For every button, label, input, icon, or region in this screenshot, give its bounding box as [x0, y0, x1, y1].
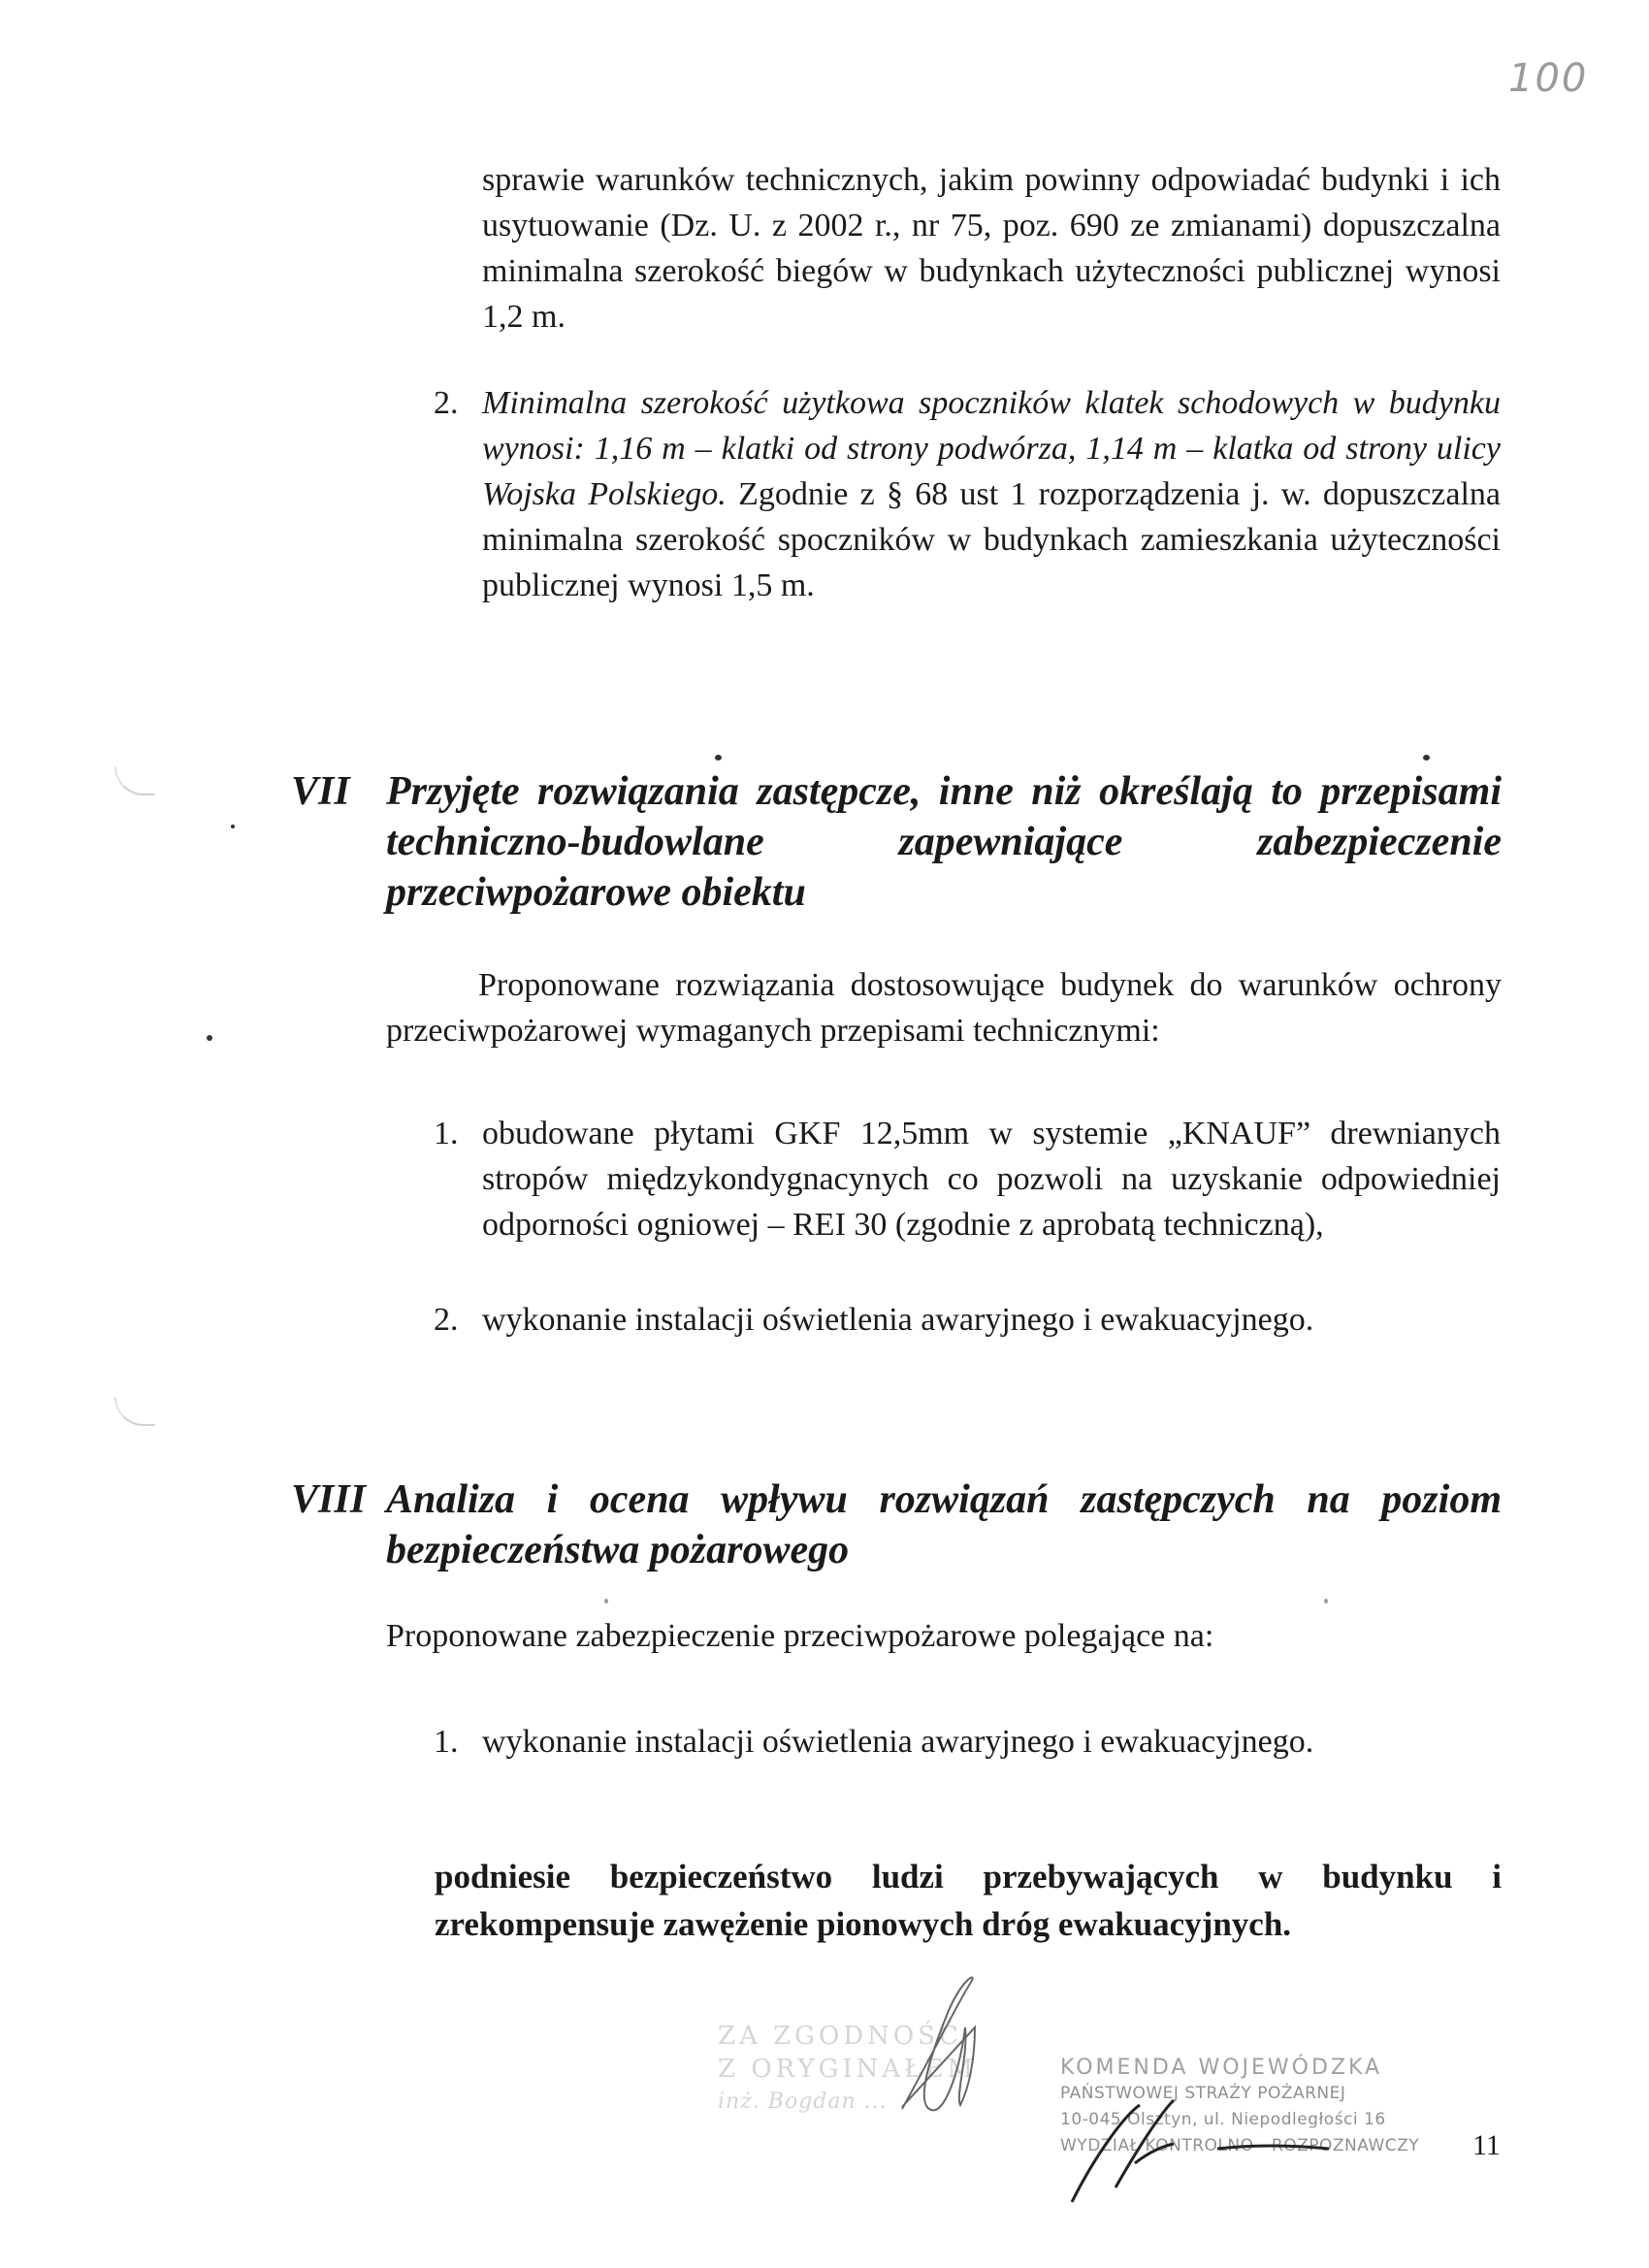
list-number: 1. — [434, 1116, 459, 1151]
paragraph-regulation-continuation: sprawie warunków technicznych, jakim powinny odpowiadać budynki i ich usytuowanie (Dz. U. z 2002 r., nr 75, poz. 690 ze zmianami) dopuszczalna minimalna szerokość biegów w budynkach użyteczności publicznej wynosi 1,2 m. — [482, 162, 1501, 335]
conclusion-text: podniesie bezpieczeństwo ludzi przebywających w budynku i zrekompensuje zawężenie pionowych dróg ewakuacyjnych. — [435, 1858, 1502, 1943]
list-number: 2. — [434, 1302, 459, 1338]
copy-certification-stamp — [718, 2020, 1038, 2119]
list-item-landing-width — [434, 380, 1501, 608]
punch-hole-shadow — [114, 1397, 155, 1426]
list-item-text: wykonanie instalacji oświetlenia awaryjnego i ewakuacyjnego. — [482, 1724, 1314, 1760]
section-intro: Proponowane rozwiązania dostosowujące budynek do warunków ochrony przeciwpożarowej wymaganych przepisami technicznymi: — [386, 967, 1502, 1049]
list-item-emergency-lighting — [434, 1719, 1501, 1765]
list-item-text — [482, 380, 1501, 608]
section-heading — [291, 1474, 1502, 1575]
stamp-line: 10-045 Olsztyn, ul. Niepodległości 16 — [1060, 2110, 1386, 2129]
page-number: 11 — [1472, 2129, 1501, 2161]
stamp-line: ZA ZGODNOŚĆ — [718, 2022, 962, 2051]
list-number: 1. — [434, 1724, 459, 1760]
section-title: Analiza i ocena wpływu rozwiązań zastępczych na poziom bezpieczeństwa pożarowego — [386, 1477, 1502, 1572]
list-item-gkf-boards — [434, 1111, 1501, 1247]
scan-dot — [604, 1599, 608, 1604]
scan-dot — [715, 755, 722, 761]
scan-dot — [1324, 1599, 1328, 1604]
handwritten-page-number: 100 — [1508, 56, 1589, 101]
list-item-text: obudowane płytami GKF 12,5mm w systemie „KNAUF” drewnianych stropów międzykondygnacynych co pozwoli na uzyskanie odpowiedniej odporności ogniowej – REI 30 (zgodnie z aprobatą techniczną), — [482, 1116, 1501, 1243]
scan-dot — [1423, 755, 1430, 761]
stamp-line: PAŃSTWOWEJ STRAŻY POŻARNEJ — [1060, 2084, 1346, 2103]
stamp-line: KOMENDA WOJEWÓDZKA — [1060, 2056, 1383, 2080]
list-number: 2. — [434, 385, 459, 421]
scan-dot — [231, 825, 235, 828]
regular-text: Zgodnie z § 68 ust 1 rozporządzenia j. w. dopuszczalna minimalna szerokość spoczników w budynkach zamieszkania użyteczności publicznej wynosi 1,5 m. — [482, 476, 1502, 603]
stamp-line: WYDZIAŁ KONTROLNO - ROZPOZNAWCZY — [1060, 2136, 1420, 2155]
scan-dot — [207, 1035, 212, 1041]
section-number: VIII — [291, 1477, 367, 1522]
punch-hole-shadow — [114, 766, 155, 795]
italic-text: Minimalna szerokość użytkowa spoczników klatek schodowych w budynku wynosi: 1,16 m – klatki od strony podwórza, 1,14 m – klatka od strony ulicy Wojska Polskiego. — [482, 385, 1501, 512]
office-stamp — [1060, 2055, 1448, 2159]
stamp-line: Z ORYGINAŁEM — [718, 2055, 978, 2084]
section-intro: Proponowane zabezpieczenie przeciwpożarowe polegające na: — [386, 1618, 1214, 1654]
list-item-text: wykonanie instalacji oświetlenia awaryjnego i ewakuacyjnego. — [482, 1302, 1314, 1338]
section-title: Przyjęte rozwiązania zastępcze, inne niż określają to przepisami techniczno-budowlane zapewniające zabezpieczenie przeciwpożarowe obiektu — [386, 769, 1502, 915]
section-number: VII — [291, 769, 350, 814]
section-heading — [291, 766, 1502, 918]
stamp-line: inż. Bogdan ... — [718, 2090, 888, 2114]
list-item-emergency-lighting — [434, 1297, 1501, 1343]
